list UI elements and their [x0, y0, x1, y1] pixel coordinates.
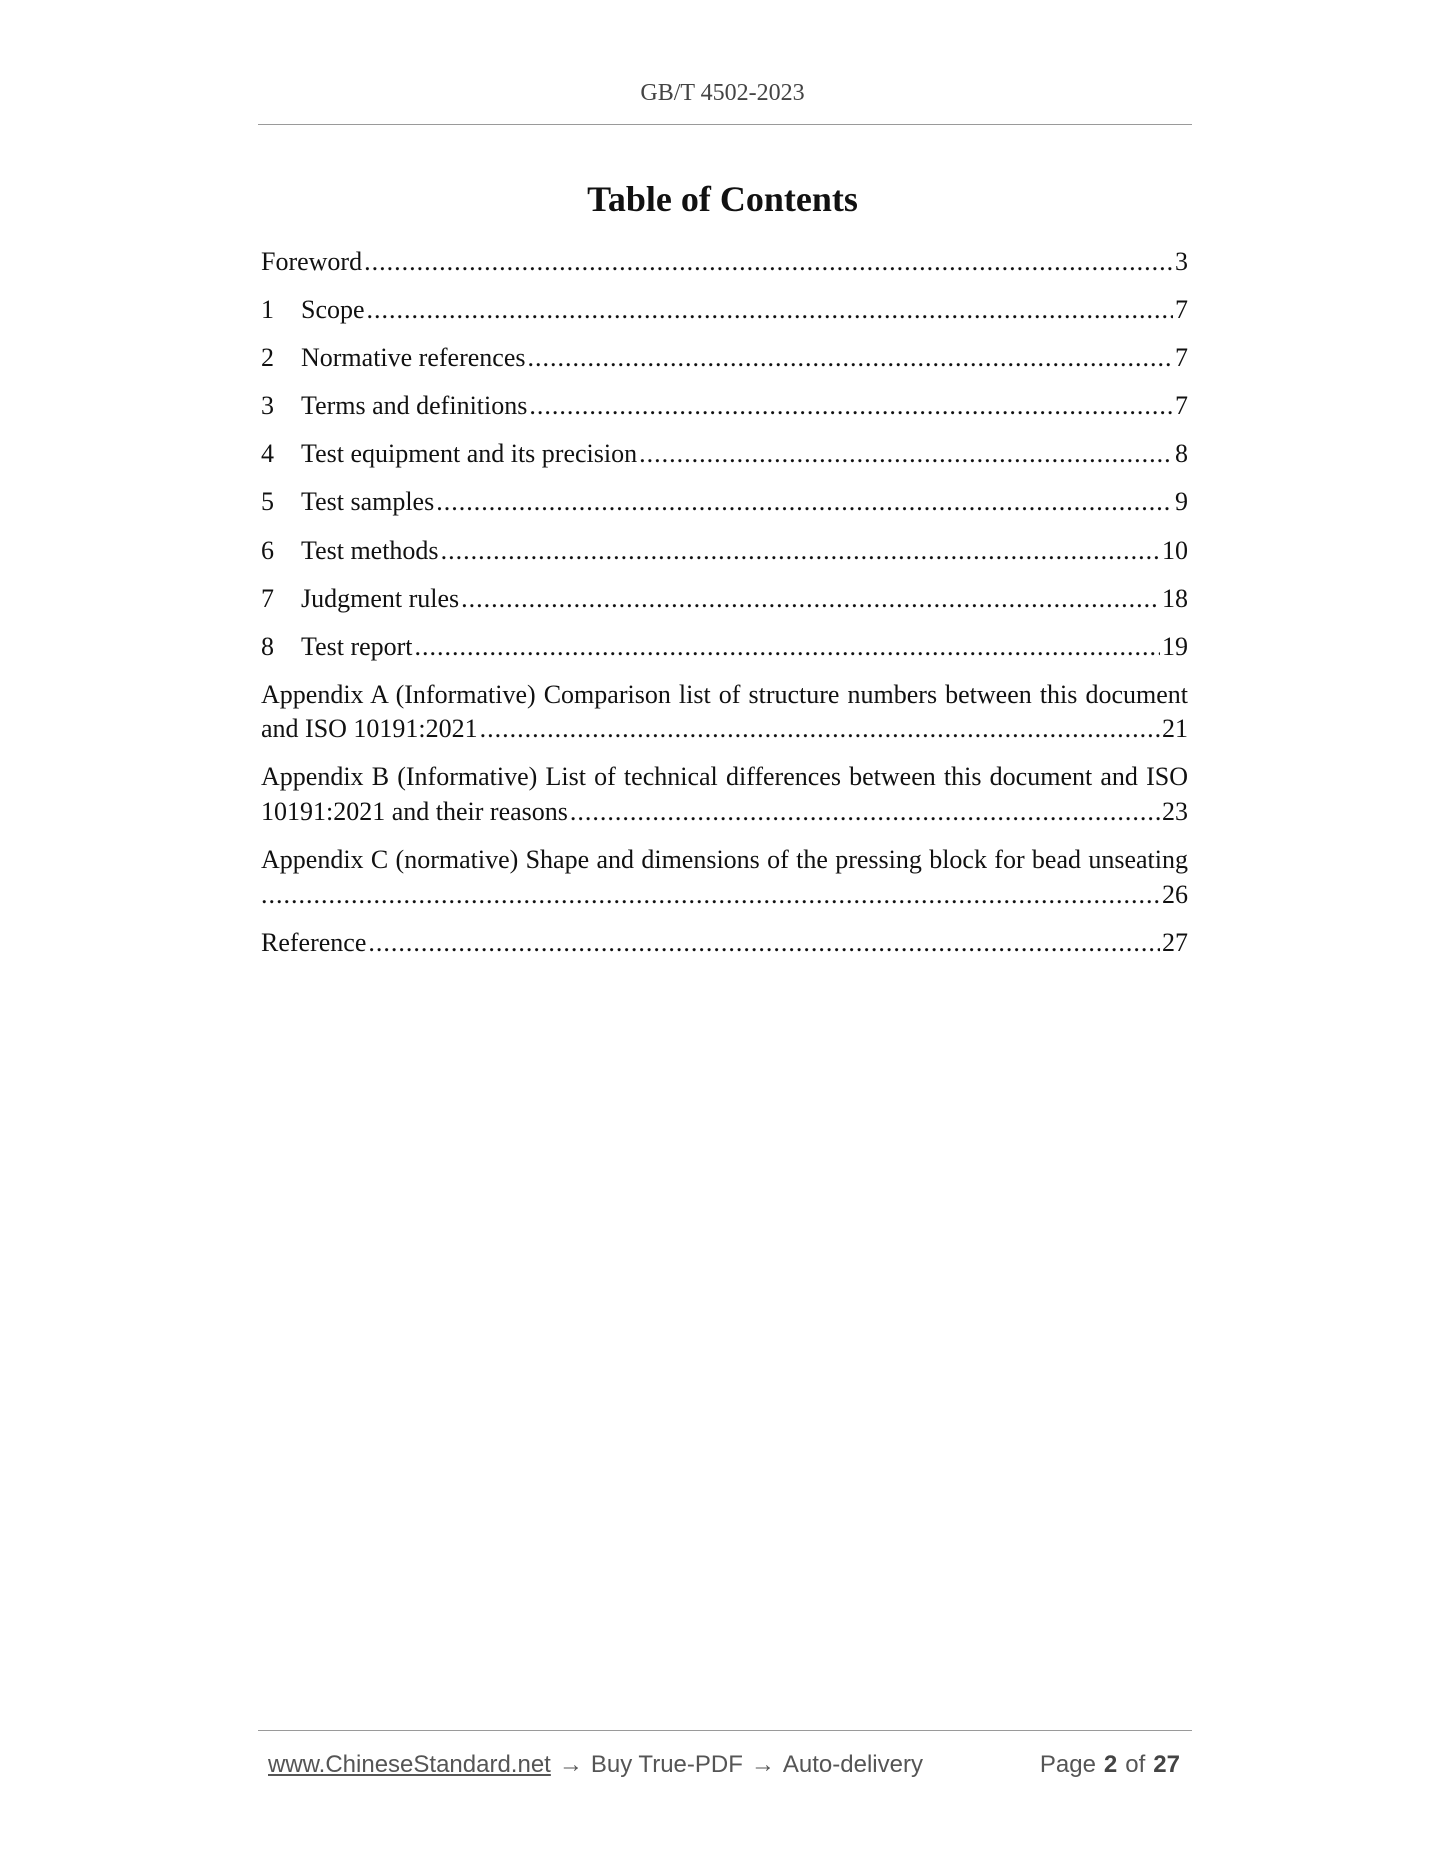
toc-page-number: 10	[1162, 535, 1188, 565]
toc-entry-foreword[interactable]	[261, 245, 1188, 280]
arrow-right-icon: →	[750, 1751, 775, 1778]
toc-leader-dots	[261, 878, 1160, 913]
toc-leader-dots	[529, 389, 1173, 424]
toc-section-number: 1	[261, 295, 274, 325]
toc-page-number: 26	[1162, 879, 1188, 909]
of-label: of	[1125, 1751, 1146, 1778]
toc-leader-dots	[527, 341, 1173, 376]
toc-entry-test-samples[interactable]	[261, 485, 1188, 520]
toc-entry-appendix-c[interactable]	[261, 843, 1188, 912]
toc-section-number: 2	[261, 343, 274, 373]
toc-entry-test-methods[interactable]	[261, 534, 1188, 569]
footer-rule	[258, 1730, 1192, 1731]
toc-page-number: 9	[1175, 487, 1188, 517]
auto-delivery-text: Auto-delivery	[782, 1751, 923, 1778]
toc-entry-label: Test samples	[301, 487, 435, 517]
toc-page-number: 27	[1162, 927, 1188, 957]
table-of-contents	[261, 245, 1188, 974]
toc-page-number: 8	[1175, 439, 1188, 469]
toc-entry-scope[interactable]	[261, 293, 1188, 328]
toc-entry-reference[interactable]	[261, 926, 1188, 961]
toc-entry-label-line1: Appendix A (Informative) Comparison list of structure numbers between this document	[261, 679, 1188, 709]
arrow-right-icon: →	[558, 1751, 583, 1778]
toc-entry-test-equipment[interactable]	[261, 437, 1188, 472]
toc-leader-dots	[368, 926, 1160, 961]
toc-page-number: 19	[1162, 631, 1188, 661]
buy-true-pdf-text: Buy True-PDF	[590, 1751, 743, 1778]
total-pages-number: 27	[1153, 1751, 1180, 1778]
toc-page-number: 23	[1162, 796, 1188, 826]
toc-entry-label-line2: and ISO 10191:2021	[261, 714, 478, 744]
toc-section-number: 5	[261, 487, 274, 517]
toc-entry-terms-definitions[interactable]	[261, 389, 1188, 424]
toc-entry-test-report[interactable]	[261, 630, 1188, 665]
toc-leader-dots	[415, 630, 1160, 665]
toc-leader-dots	[639, 437, 1173, 472]
page-footer	[268, 1745, 1180, 1785]
toc-entry-label: Reference	[261, 927, 367, 957]
toc-page-number: 3	[1175, 247, 1188, 276]
toc-section-number: 7	[261, 583, 274, 613]
toc-entry-label-line1: Appendix C (normative) Shape and dimensions of the pressing block for bead unseating	[261, 845, 1188, 875]
toc-page-number: 21	[1162, 714, 1188, 744]
toc-entry-label: Scope	[301, 295, 365, 325]
toc-entry-normative-references[interactable]	[261, 341, 1188, 376]
toc-section-number: 8	[261, 631, 274, 661]
toc-entry-label: Test methods	[301, 535, 439, 565]
toc-entry-appendix-a[interactable]	[261, 678, 1188, 747]
toc-leader-dots	[441, 534, 1160, 569]
toc-section-number: 6	[261, 535, 274, 565]
toc-entry-label: Terms and definitions	[301, 391, 528, 421]
toc-leader-dots	[367, 293, 1173, 328]
toc-entry-label: Test report	[301, 631, 413, 661]
toc-leader-dots	[364, 245, 1173, 280]
toc-page-number: 7	[1175, 391, 1188, 421]
footer-promo	[268, 1751, 923, 1779]
page-label: Page	[1039, 1751, 1096, 1778]
toc-entry-label: Judgment rules	[301, 583, 460, 613]
toc-entry-appendix-b[interactable]	[261, 760, 1188, 829]
toc-entry-judgment-rules[interactable]	[261, 582, 1188, 617]
toc-leader-dots	[436, 485, 1173, 520]
toc-page-number: 7	[1175, 295, 1188, 325]
toc-entry-label-line1: Appendix B (Informative) List of technical differences between this document and ISO	[261, 762, 1188, 792]
site-link[interactable]: www.ChineseStandard.net	[268, 1751, 551, 1778]
toc-leader-dots	[480, 712, 1160, 747]
toc-section-number: 3	[261, 391, 274, 421]
toc-entry-label: Test equipment and its precision	[301, 439, 638, 469]
toc-section-number: 4	[261, 439, 274, 469]
toc-page-number: 7	[1175, 343, 1188, 373]
toc-leader-dots	[570, 795, 1160, 830]
toc-entry-label-line2: 10191:2021 and their reasons	[261, 796, 568, 826]
toc-page-number: 18	[1162, 583, 1188, 613]
toc-leader-dots	[461, 582, 1160, 617]
toc-title: Table of Contents	[587, 179, 858, 219]
toc-entry-label: Normative references	[301, 343, 526, 373]
header-rule	[258, 124, 1192, 125]
running-header: GB/T 4502-2023	[640, 80, 805, 106]
current-page-number: 2	[1103, 1751, 1118, 1778]
toc-entry-label: Foreword	[261, 247, 363, 276]
page-indicator	[1040, 1751, 1180, 1779]
